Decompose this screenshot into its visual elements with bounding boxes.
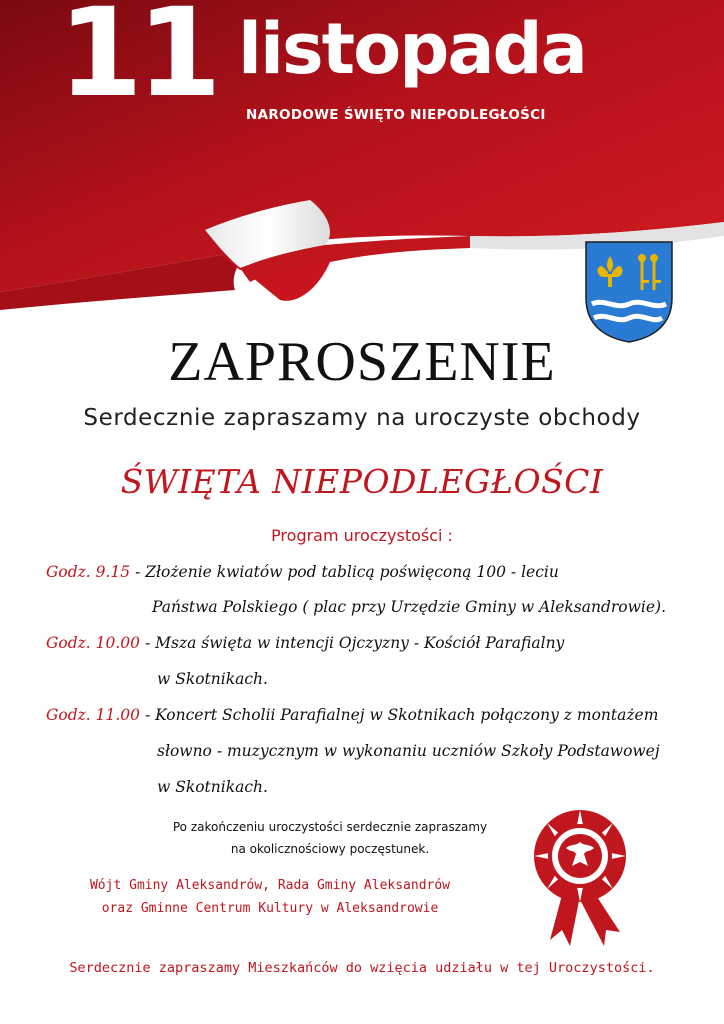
program-item-2-cont: w Skotnikach. xyxy=(157,670,268,688)
program-item-3-cont: w Skotnikach. xyxy=(157,778,268,796)
organizers-line-1: Wójt Gminy Aleksandrów, Rada Gminy Aleksandrów xyxy=(89,878,451,893)
after-text-1: Po zakończeniu uroczystości serdecznie zapraszamy xyxy=(172,820,488,834)
program-item-1 xyxy=(46,563,559,581)
program-time: Godz. 10.00 xyxy=(46,634,141,652)
date-month: listopada xyxy=(238,8,586,90)
program-item-2 xyxy=(46,634,564,652)
program-text: - Złożenie kwiatów pod tablicą poświęconą 100 - leciu xyxy=(130,563,559,581)
invite-text: Serdecznie zapraszamy na uroczyste obchody xyxy=(83,405,641,431)
program-heading: Program uroczystości : xyxy=(271,526,453,545)
program-item-3 xyxy=(46,706,658,724)
kotylion-rosette-icon xyxy=(520,800,640,950)
program-item-1-cont: Państwa Polskiego ( plac przy Urzędzie Gminy w Aleksandrowie). xyxy=(152,598,666,616)
program-time: Godz. 11.00 xyxy=(46,706,141,724)
footer-invitation: Serdecznie zapraszamy Mieszkańców do wzięcia udziału w tej Uroczystości. xyxy=(69,960,655,976)
date-day: 11 xyxy=(58,0,216,124)
coat-of-arms-icon xyxy=(582,238,676,344)
holiday-subtitle: NARODOWE ŚWIĘTO NIEPODLEGŁOŚCI xyxy=(246,107,546,123)
program-time: Godz. 9.15 xyxy=(46,563,131,581)
after-text-2: na okolicznościowy poczęstunek. xyxy=(230,842,430,856)
program-text: - Msza święta w intencji Ojczyzny - Kościół Parafialny xyxy=(140,634,565,652)
organizers-line-2: oraz Gminne Centrum Kultury w Aleksandrowie xyxy=(101,901,439,916)
holiday-title: ŚWIĘTA NIEPODLEGŁOŚCI xyxy=(120,462,604,501)
program-text: - Koncert Scholii Parafialnej w Skotnikach połączony z montażem xyxy=(140,706,659,724)
page-title: ZAPROSZENIE xyxy=(168,331,556,393)
program-item-3-cont: słowno - muzycznym w wykonaniu uczniów Szkoły Podstawowej xyxy=(157,742,660,760)
